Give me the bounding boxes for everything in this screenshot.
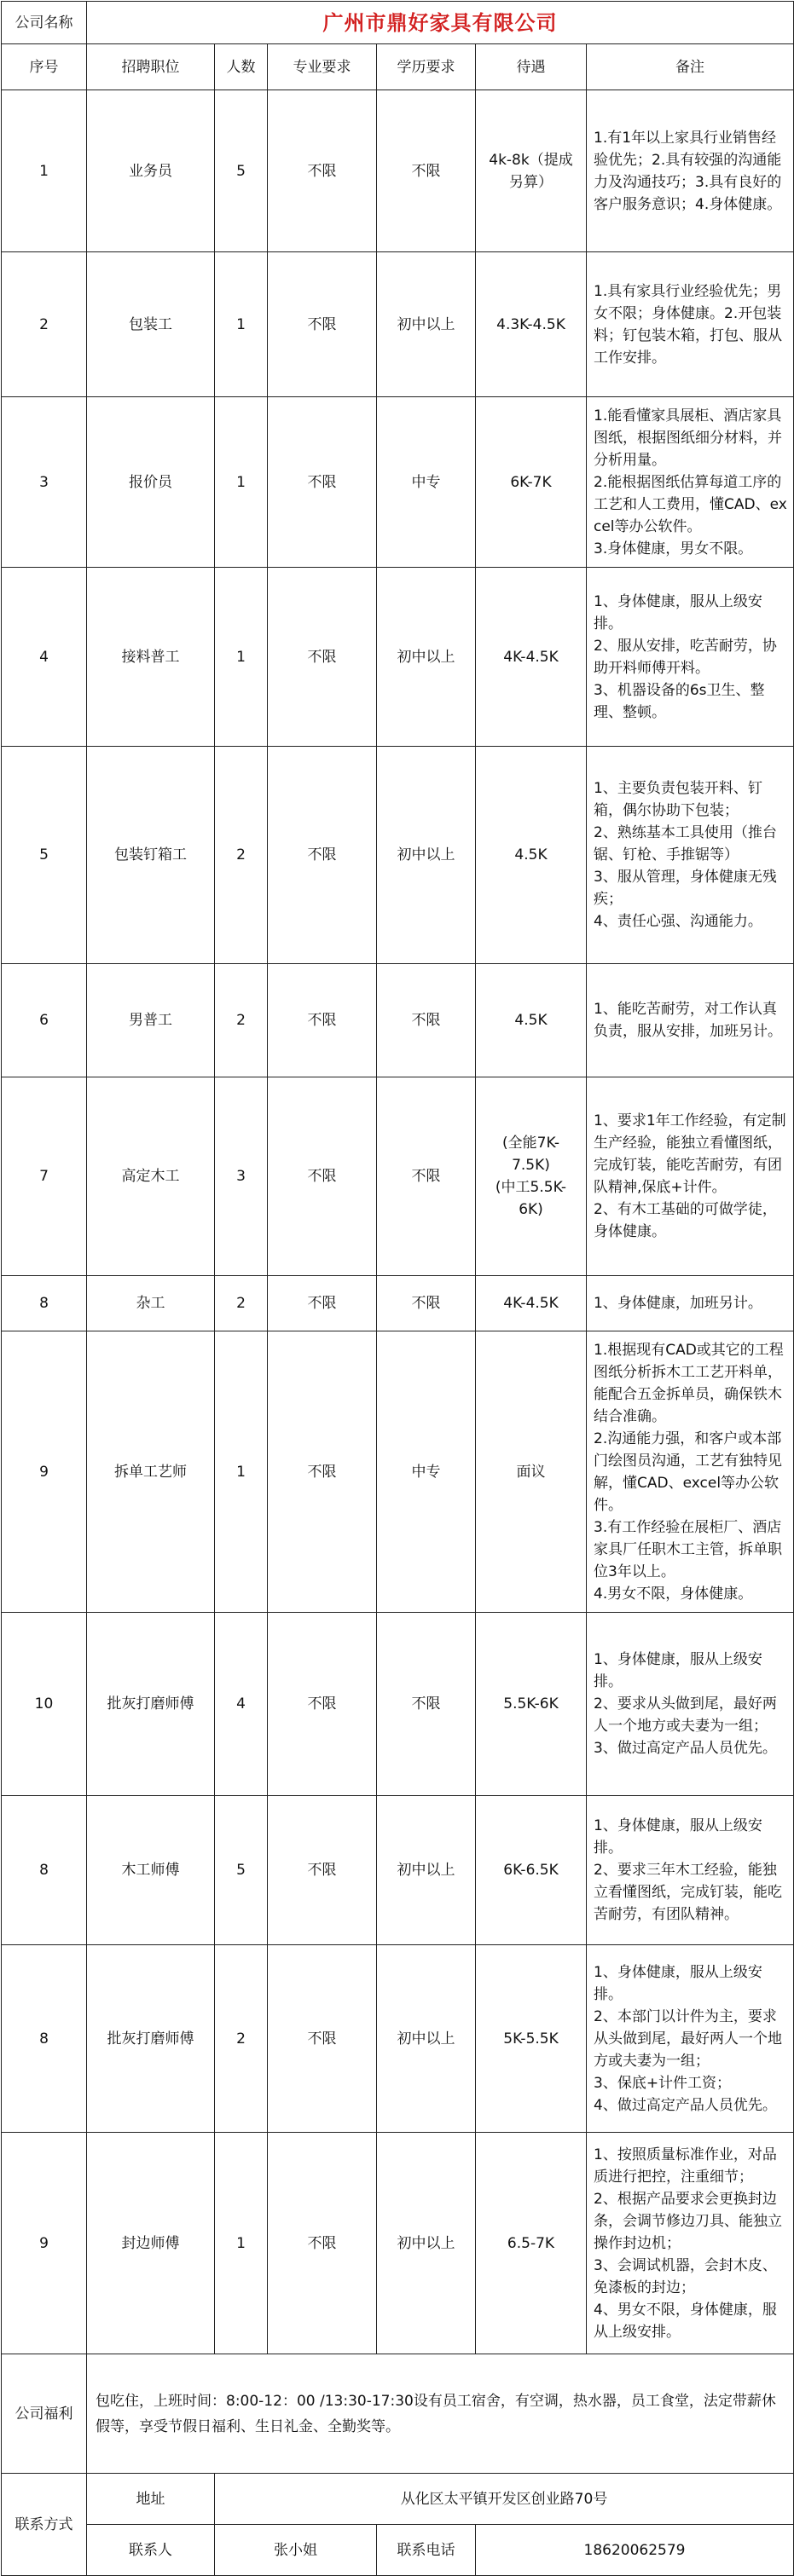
row-number-text: 7 (39, 1168, 49, 1185)
major-requirement (268, 90, 377, 252)
education-requirement (377, 1796, 476, 1945)
header-major: 专业要求 (268, 44, 377, 90)
major-requirement-text: 不限 (307, 315, 337, 333)
headcount (215, 568, 268, 747)
row-number (2, 90, 87, 252)
salary (476, 1077, 587, 1276)
remarks (587, 1613, 794, 1796)
contact-address-row (2, 2474, 794, 2525)
table-row (2, 964, 794, 1077)
row-number-text: 4 (39, 648, 49, 666)
major-requirement (268, 252, 377, 397)
remarks-text: 1、能吃苦耐劳，对工作认真负责，服从安排，加班另计。 (594, 1001, 782, 1040)
remarks-text: 1、身体健康，服从上级安排。 2、要求三年木工经验，能独立看懂图纸，完成钉装，能吃苦耐劳，有团队精神。 (594, 1817, 782, 1923)
remarks (587, 747, 794, 964)
major-requirement-text: 不限 (307, 2234, 337, 2252)
headcount-text: 2 (236, 846, 246, 863)
major-requirement-text: 不限 (307, 1463, 337, 1481)
position-name (87, 1945, 215, 2133)
position-name (87, 252, 215, 397)
major-requirement (268, 1331, 377, 1613)
headcount-text: 1 (236, 473, 246, 491)
remarks (587, 397, 794, 568)
remarks (587, 1945, 794, 2133)
company-row (2, 2, 794, 44)
table-row (2, 1945, 794, 2133)
position-name (87, 1331, 215, 1613)
education-requirement (377, 1077, 476, 1276)
education-requirement-text: 不限 (411, 1695, 441, 1713)
salary (476, 252, 587, 397)
header-no: 序号 (2, 44, 87, 90)
table-row (2, 1796, 794, 1945)
major-requirement-text: 不限 (307, 1295, 337, 1312)
headcount (215, 90, 268, 252)
salary (476, 90, 587, 252)
major-requirement-text: 不限 (307, 1862, 337, 1879)
education-requirement-text: 不限 (411, 1012, 441, 1029)
contact-person-row (2, 2525, 794, 2576)
salary-text: 5.5K-6K (503, 1695, 559, 1713)
remarks-text: 1.能看懂家具展柜、酒店家具图纸，根据图纸细分材料，并分析用量。 2.能根据图纸估算每道工序的工艺和人工费用，懂CAD、excel等办公软件。 3.身体健康，男女不限。 (594, 407, 787, 557)
benefits-label: 公司福利 (2, 2354, 87, 2474)
headcount-text: 5 (236, 162, 246, 180)
salary-text: 4K-4.5K (503, 648, 559, 666)
header-education: 学历要求 (377, 44, 476, 90)
education-requirement (377, 2133, 476, 2354)
row-number-text: 10 (34, 1695, 54, 1713)
position-name (87, 1796, 215, 1945)
table-row (2, 747, 794, 964)
company-name: 广州市鼎好家具有限公司 (87, 2, 794, 44)
education-requirement-text: 不限 (411, 1295, 441, 1312)
remarks-text: 1、身体健康，服从上级安排。 2、本部门以计件为主，要求从头做到尾，最好两人一个地方或夫妻为一组； 3、保底+计件工资； 4、做过高定产品人员优先。 (594, 1963, 782, 2114)
remarks (587, 1077, 794, 1276)
benefits-text: 包吃住，上班时间：8:00-12：00 /13:30-17:30设有员工宿舍，有空调，热水器，员工食堂，法定带薪休假等，享受节假日福利、生日礼金、全勤奖等。 (87, 2354, 794, 2474)
position-name (87, 2133, 215, 2354)
major-requirement-text: 不限 (307, 162, 337, 180)
remarks (587, 90, 794, 252)
position-name-text: 批灰打磨师傅 (107, 1695, 194, 1713)
header-count: 人数 (215, 44, 268, 90)
major-requirement-text: 不限 (307, 2030, 337, 2048)
headcount (215, 1077, 268, 1276)
remarks-text: 1、身体健康，服从上级安排。 2、服从安排，吃苦耐劳，协助开料师傅开料。 3、机器设备的6s卫生、整理、整顿。 (594, 592, 777, 721)
salary (476, 964, 587, 1077)
headcount-text: 5 (236, 1862, 246, 1879)
headcount-text: 3 (236, 1168, 246, 1185)
table-row (2, 90, 794, 252)
salary-text: 5K-5.5K (503, 2030, 559, 2048)
headcount (215, 1276, 268, 1331)
row-number-text: 6 (39, 1012, 49, 1029)
headcount-text: 1 (236, 1463, 246, 1481)
remarks-text: 1、要求1年工作经验，有定制生产经验，能独立看懂图纸，完成钉装，能吃苦耐劳，有团队精神,保底+计件。 2、有木工基础的可做学徒，身体健康。 (594, 1112, 786, 1240)
remarks-text: 1、按照质量标准作业，对品质进行把控，注重细节； 2、根据产品要求会更换封边条，会调节修边刀具、能独立操作封边机； 3、会调试机器，会封木皮、免漆板的封边； 4、男女不限，身体健康，服从上级安排。 (594, 2146, 782, 2341)
major-requirement-text: 不限 (307, 473, 337, 491)
row-number (2, 1276, 87, 1331)
headcount (215, 2133, 268, 2354)
remarks (587, 1331, 794, 1613)
major-requirement-text: 不限 (307, 648, 337, 666)
education-requirement-text: 初中以上 (397, 315, 455, 333)
position-name (87, 397, 215, 568)
remarks (587, 1276, 794, 1331)
headcount (215, 1945, 268, 2133)
row-number (2, 1613, 87, 1796)
table-row (2, 2133, 794, 2354)
recruitment-table (1, 1, 794, 2576)
row-number (2, 2133, 87, 2354)
position-name-text: 接料普工 (121, 648, 180, 666)
education-requirement (377, 747, 476, 964)
row-number-text: 9 (39, 1463, 49, 1481)
salary (476, 1276, 587, 1331)
position-name-text: 杂工 (136, 1295, 165, 1312)
headcount-text: 1 (236, 648, 246, 666)
header-position: 招聘职位 (87, 44, 215, 90)
education-requirement-text: 中专 (411, 1463, 441, 1481)
row-number-text: 2 (39, 315, 49, 333)
major-requirement (268, 1945, 377, 2133)
major-requirement-text: 不限 (307, 1012, 337, 1029)
table-row (2, 252, 794, 397)
headcount-text: 2 (236, 2030, 246, 2048)
headcount (215, 1796, 268, 1945)
position-name-text: 包装钉箱工 (114, 846, 187, 863)
row-number-text: 9 (39, 2234, 49, 2252)
education-requirement (377, 1613, 476, 1796)
table-row (2, 568, 794, 747)
position-name-text: 拆单工艺师 (114, 1463, 187, 1481)
education-requirement-text: 不限 (411, 162, 441, 180)
education-requirement (377, 1945, 476, 2133)
education-requirement (377, 252, 476, 397)
education-requirement-text: 初中以上 (397, 846, 455, 863)
education-requirement-text: 初中以上 (397, 1862, 455, 1879)
header-row (2, 44, 794, 90)
phone-value: 18620062579 (476, 2525, 794, 2576)
person-value: 张小姐 (215, 2525, 377, 2576)
education-requirement-text: 初中以上 (397, 648, 455, 666)
major-requirement-text: 不限 (307, 1695, 337, 1713)
education-requirement (377, 964, 476, 1077)
education-requirement-text: 不限 (411, 1168, 441, 1185)
row-number-text: 8 (39, 2030, 49, 2048)
benefits-row (2, 2354, 794, 2474)
position-name (87, 1077, 215, 1276)
headcount-text: 1 (236, 2234, 246, 2252)
row-number (2, 397, 87, 568)
major-requirement (268, 1077, 377, 1276)
row-number (2, 747, 87, 964)
company-label: 公司名称 (2, 2, 87, 44)
salary (476, 1331, 587, 1613)
row-number-text: 5 (39, 846, 49, 863)
position-name-text: 包装工 (129, 315, 172, 333)
phone-label: 联系电话 (377, 2525, 476, 2576)
salary-text: 4.5K (514, 846, 548, 863)
header-pay: 待遇 (476, 44, 587, 90)
remarks-text: 1、身体健康，加班另计。 (594, 1295, 762, 1312)
salary (476, 1796, 587, 1945)
education-requirement-text: 初中以上 (397, 2030, 455, 2048)
position-name-text: 业务员 (129, 162, 172, 180)
row-number (2, 1077, 87, 1276)
major-requirement (268, 747, 377, 964)
education-requirement (377, 1331, 476, 1613)
row-number-text: 3 (39, 473, 49, 491)
row-number-text: 8 (39, 1295, 49, 1312)
row-number (2, 964, 87, 1077)
salary-text: 6.5-7K (507, 2234, 555, 2252)
row-number (2, 1945, 87, 2133)
salary-text: (全能7K- 7.5K) (中工5.5K- 6K) (495, 1135, 567, 1218)
position-name (87, 1276, 215, 1331)
table-row (2, 1077, 794, 1276)
remarks (587, 252, 794, 397)
position-name-text: 封边师傅 (121, 2234, 180, 2252)
headcount (215, 964, 268, 1077)
position-name (87, 747, 215, 964)
remarks-text: 1.根据现有CAD或其它的工程图纸分析拆木工工艺开料单，能配合五金拆单员，确保铁木结合准确。 2.沟通能力强，和客户或本部门绘图员沟通，工艺有独特见解，懂CAD、excel等办公软件。 3.有工作经验在展柜厂、酒店家具厂任职木工主管，拆单职位3年以上。 4.男女不限，身体健康。 (594, 1341, 784, 1603)
remarks (587, 2133, 794, 2354)
contact-label: 联系方式 (2, 2474, 87, 2576)
position-name-text: 高定木工 (121, 1168, 180, 1185)
major-requirement (268, 1276, 377, 1331)
headcount (215, 1613, 268, 1796)
table-row (2, 397, 794, 568)
position-name-text: 木工师傅 (121, 1862, 180, 1879)
salary (476, 1613, 587, 1796)
remarks-text: 1、主要负责包装开料、钉箱，偶尔协助下包装； 2、熟练基本工具使用（推台锯、钉枪、手推锯等） 3、服从管理，身体健康无残疾； 4、责任心强、沟通能力。 (594, 780, 777, 930)
major-requirement (268, 568, 377, 747)
person-label: 联系人 (87, 2525, 215, 2576)
remarks (587, 964, 794, 1077)
headcount (215, 397, 268, 568)
position-name (87, 1613, 215, 1796)
remarks (587, 1796, 794, 1945)
row-number-text: 8 (39, 1862, 49, 1879)
position-name-text: 报价员 (129, 473, 172, 491)
salary (476, 2133, 587, 2354)
row-number (2, 252, 87, 397)
position-name (87, 964, 215, 1077)
major-requirement (268, 1796, 377, 1945)
headcount-text: 4 (236, 1695, 246, 1713)
salary (476, 1945, 587, 2133)
headcount-text: 1 (236, 315, 246, 333)
education-requirement (377, 1276, 476, 1331)
table-row (2, 1331, 794, 1613)
row-number (2, 1331, 87, 1613)
table-row (2, 1276, 794, 1331)
header-note: 备注 (587, 44, 794, 90)
remarks (587, 568, 794, 747)
position-name-text: 男普工 (129, 1012, 172, 1029)
headcount (215, 252, 268, 397)
salary (476, 397, 587, 568)
position-name-text: 批灰打磨师傅 (107, 2030, 194, 2048)
salary-text: 4k-8k（提成 另算） (489, 151, 573, 191)
salary-text: 4K-4.5K (503, 1295, 559, 1312)
education-requirement-text: 中专 (411, 473, 441, 491)
salary (476, 747, 587, 964)
position-name (87, 90, 215, 252)
salary-text: 6K-7K (510, 473, 552, 491)
education-requirement (377, 90, 476, 252)
remarks-text: 1.具有家具行业经验优先；男女不限；身体健康。2.开包装料；钉包装木箱，打包、服从工作安排。 (594, 282, 782, 367)
major-requirement (268, 964, 377, 1077)
major-requirement-text: 不限 (307, 846, 337, 863)
salary-text: 4.3K-4.5K (496, 315, 565, 333)
headcount-text: 2 (236, 1295, 246, 1312)
salary-text: 4.5K (514, 1012, 548, 1029)
salary-text: 面议 (516, 1463, 546, 1481)
major-requirement-text: 不限 (307, 1168, 337, 1185)
row-number (2, 568, 87, 747)
education-requirement (377, 568, 476, 747)
salary (476, 568, 587, 747)
address-value: 从化区太平镇开发区创业路70号 (215, 2474, 794, 2525)
table-row (2, 1613, 794, 1796)
headcount-text: 2 (236, 1012, 246, 1029)
remarks-text: 1、身体健康，服从上级安排。 2、要求从头做到尾，最好两人一个地方或夫妻为一组； 3、做过高定产品人员优先。 (594, 1651, 777, 1757)
address-label: 地址 (87, 2474, 215, 2525)
education-requirement-text: 初中以上 (397, 2234, 455, 2252)
position-name (87, 568, 215, 747)
remarks-text: 1.有1年以上家具行业销售经验优先；2.具有较强的沟通能力及沟通技巧；3.具有良好的客户服务意识；4.身体健康。 (594, 129, 782, 213)
headcount (215, 747, 268, 964)
major-requirement (268, 397, 377, 568)
major-requirement (268, 1613, 377, 1796)
major-requirement (268, 2133, 377, 2354)
education-requirement (377, 397, 476, 568)
headcount (215, 1331, 268, 1613)
salary-text: 6K-6.5K (503, 1862, 559, 1879)
row-number (2, 1796, 87, 1945)
row-number-text: 1 (39, 162, 49, 180)
